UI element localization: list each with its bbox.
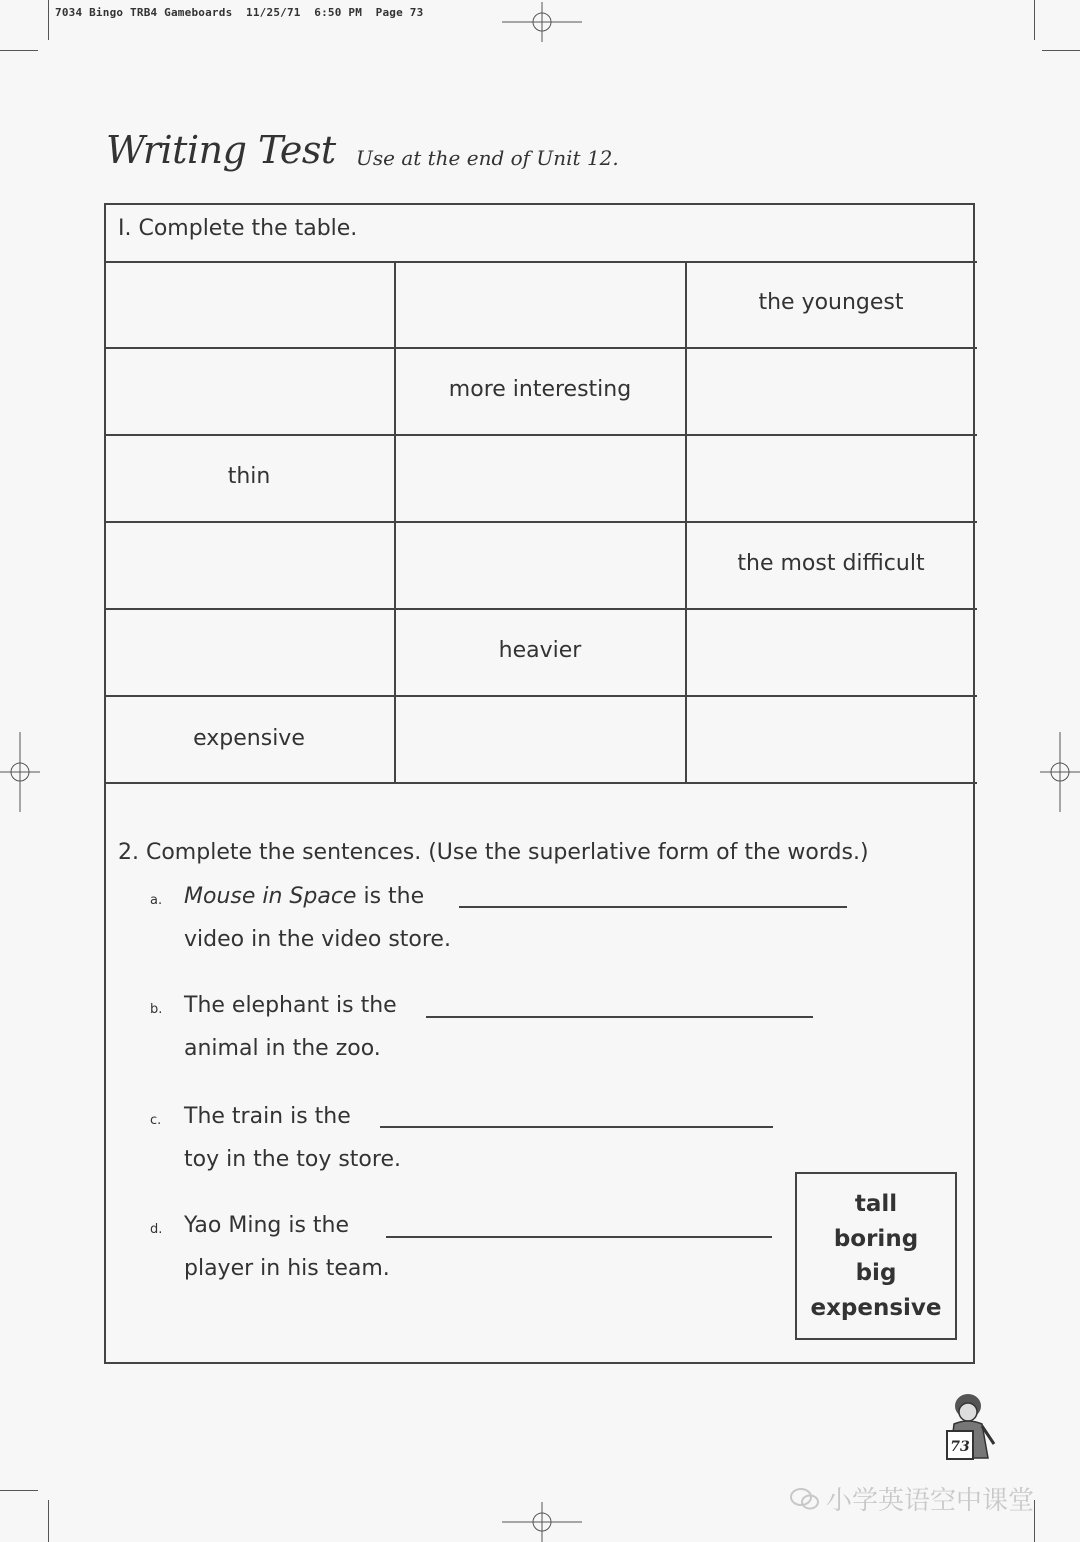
sentence-letter: b. <box>150 1002 163 1017</box>
sentence-line2: animal in the zoo. <box>184 1036 381 1061</box>
registration-mark-top <box>502 2 582 42</box>
page-subtitle: Use at the end of Unit 12. <box>356 146 619 170</box>
table-rule <box>685 261 687 784</box>
sentence-line1: The train is the <box>184 1104 351 1129</box>
crop-mark <box>48 1500 49 1542</box>
table-cell[interactable]: thin <box>227 464 271 489</box>
print-header: 7034 Bingo TRB4 Gameboards 11/25/71 6:50 PM Page 73 <box>55 6 424 19</box>
word-bank-item: boring <box>833 1225 919 1252</box>
word-bank-item: tall <box>854 1191 898 1217</box>
crop-mark <box>48 0 49 40</box>
table-rule <box>104 695 977 697</box>
word-bank-item: expensive <box>810 1294 942 1321</box>
answer-blank[interactable] <box>380 1126 773 1128</box>
sentence-title-italic: Mouse in Space <box>184 884 357 909</box>
sentence-letter: a. <box>150 893 163 908</box>
table-rule <box>104 261 977 263</box>
answer-blank[interactable] <box>459 906 847 908</box>
answer-blank[interactable] <box>426 1016 813 1018</box>
table-rule <box>104 521 977 523</box>
registration-mark-bottom <box>502 1502 582 1542</box>
answer-blank[interactable] <box>386 1236 772 1238</box>
registration-mark-right <box>1040 732 1080 812</box>
crop-mark <box>0 1490 38 1491</box>
page-number: 73 <box>946 1430 974 1460</box>
sentence-line1: Yao Ming is the <box>184 1213 350 1238</box>
page-title: Writing Test <box>106 128 336 172</box>
word-bank-item: big <box>855 1260 897 1286</box>
registration-mark-left <box>0 732 40 812</box>
word-bank <box>795 1172 957 1340</box>
table-cell[interactable]: the youngest <box>758 290 904 315</box>
crop-mark <box>1042 50 1080 51</box>
table-cell[interactable]: more interesting <box>448 377 632 402</box>
table-rule <box>104 782 977 784</box>
watermark-text: 小学英语空中课堂 <box>826 1486 1035 1516</box>
section1-heading: I. Complete the table. <box>118 216 358 241</box>
table-cell[interactable]: the most difficult <box>737 551 925 576</box>
sentence-letter: d. <box>150 1222 163 1237</box>
sentence-line2: player in his team. <box>184 1256 390 1281</box>
sentence-line1 <box>184 884 424 909</box>
sentence-text: is the <box>356 884 425 909</box>
crop-mark <box>1034 1500 1035 1542</box>
watermark <box>790 1480 1034 1517</box>
sentence-letter: c. <box>150 1113 162 1128</box>
section2-heading: 2. Complete the sentences. (Use the superlative form of the words.) <box>118 840 869 865</box>
sentence-line2: video in the video store. <box>184 927 451 952</box>
table-cell[interactable]: heavier <box>498 638 582 663</box>
crop-mark <box>1034 0 1035 40</box>
table-rule <box>104 608 977 610</box>
crop-mark <box>0 50 38 51</box>
sentence-line1: The elephant is the <box>184 993 397 1018</box>
table-rule <box>104 347 977 349</box>
table-rule <box>104 434 977 436</box>
table-cell[interactable]: expensive <box>193 726 305 751</box>
table-rule <box>394 261 396 784</box>
sentence-line2: toy in the toy store. <box>184 1147 401 1172</box>
wechat-icon <box>790 1487 820 1511</box>
